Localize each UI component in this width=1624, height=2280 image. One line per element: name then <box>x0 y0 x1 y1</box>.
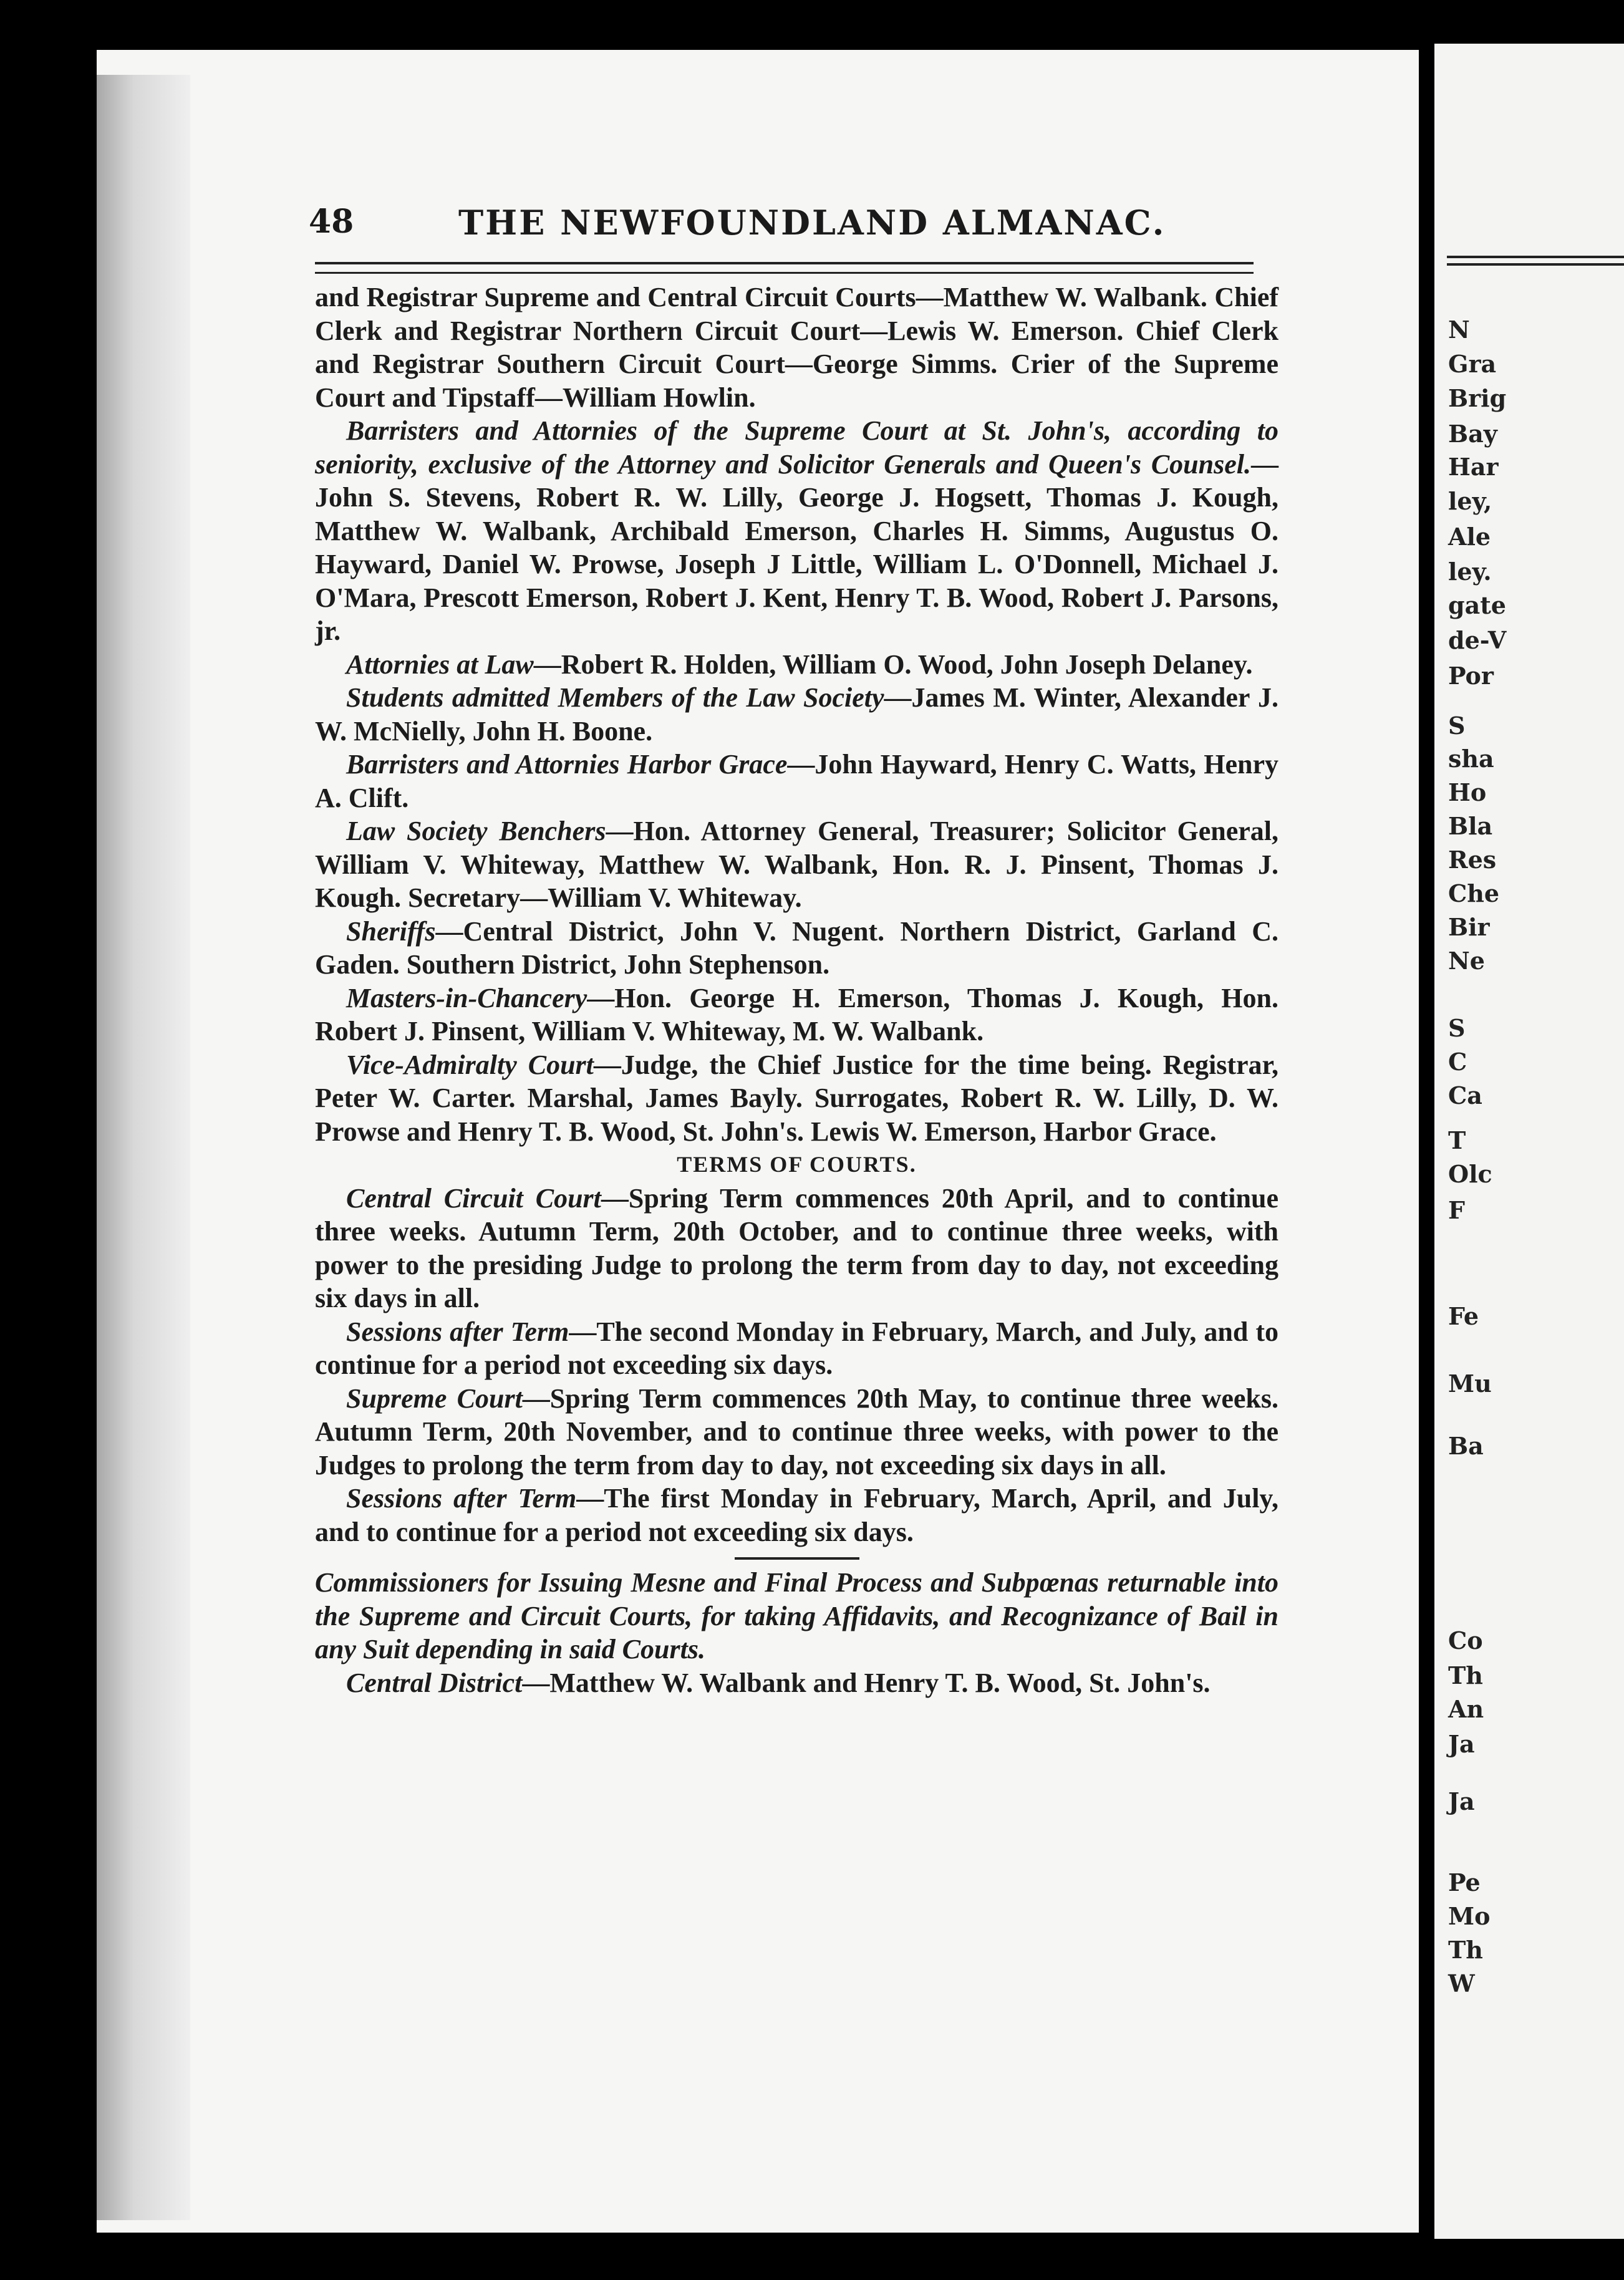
paragraph <box>315 681 1278 748</box>
right-page-fragment: Por <box>1448 662 1494 690</box>
right-page-fragment: An <box>1448 1695 1484 1723</box>
paragraph-text: and Registrar Supreme and Central Circuit Courts—Matthew W. Walbank. Chief Clerk and Registrar Northern Circuit Court—Lewis W. Emerson. Chief Clerk and Registrar Southern Circuit Court—George Simms. Crier of the Supreme Court and Tipstaff—William Howlin. <box>315 282 1278 413</box>
paragraph-text: —Robert R. Holden, William O. Wood, John Joseph Delaney. <box>533 649 1253 680</box>
right-page-fragment: gate <box>1448 591 1506 619</box>
paragraph-lead: Attornies at Law <box>346 649 534 680</box>
paragraph <box>315 648 1278 682</box>
paragraph <box>315 1048 1278 1149</box>
right-page-fragment: W <box>1448 1969 1475 1997</box>
right-page-fragment: Bay <box>1448 420 1497 448</box>
paragraph-lead: Central District <box>346 1667 523 1698</box>
right-page-rule <box>1447 256 1624 266</box>
paragraph-lead: Barristers and Attornies Harbor Grace <box>346 749 788 780</box>
terms-paragraph <box>315 1382 1278 1482</box>
right-page-fragment: Ca <box>1448 1081 1482 1109</box>
terms-paragraph <box>315 1315 1278 1382</box>
paragraph-lead: Masters-in-Chancery <box>346 982 587 1013</box>
right-page-fragment: Mo <box>1448 1902 1491 1930</box>
paragraph-text: —Spring Term commences 20th April, and to continue three weeks. Autumn Term, 20th October, and to continue three weeks, with power to the presiding Judge to prolong the term from day to day, not exceeding six days in all. <box>315 1182 1278 1313</box>
right-page <box>1434 44 1624 2239</box>
paragraph-lead: Barristers and Attornies of the Supreme Court at St. John's, according to seniority, exclusive of the Attorney and Solicitor Generals and Queen's Counsel. <box>315 415 1278 480</box>
right-page-fragment: C <box>1448 1048 1467 1076</box>
paragraph-text: —John S. Stevens, Robert R. W. Lilly, George J. Hogsett, Thomas J. Kough, Matthew W. Walbank, Archibald Emerson, Charles H. Simms, Augustus O. Hayward, Daniel W. Prowse, Joseph J Little, William L. O'Donnell, Michael J. O'Mara, Prescott Emerson, Robert J. Kent, Henry T. B. Wood, Robert J. Parsons, jr. <box>315 448 1278 646</box>
section-divider <box>735 1557 859 1560</box>
header-double-rule <box>315 262 1254 274</box>
paragraph-lead: Vice-Admiralty Court <box>346 1049 594 1080</box>
paragraph <box>315 414 1278 648</box>
right-page-fragment: ley. <box>1448 558 1492 586</box>
paragraph-text: —John Hayward, Henry C. Watts, Henry A. Clift. <box>315 749 1278 813</box>
right-page-fragment: Olc <box>1448 1160 1492 1188</box>
right-page-fragment: Ale <box>1448 523 1491 551</box>
paragraph <box>315 281 1278 414</box>
section-heading: TERMS OF COURTS. <box>677 1152 917 1177</box>
right-page-fragment: Gra <box>1448 350 1497 378</box>
paragraph-text: —The first Monday in February, March, April, and July, and to continue for a period not exceeding six days. <box>315 1483 1278 1547</box>
right-page-fragment: Pe <box>1448 1868 1481 1896</box>
terms-paragraph <box>315 1482 1278 1548</box>
page-body <box>315 281 1278 1699</box>
paragraph <box>315 915 1278 982</box>
paragraph-lead: Central Circuit Court <box>346 1182 601 1214</box>
right-page-fragment: Mu <box>1448 1369 1492 1398</box>
right-page-fragment: Ja <box>1448 1787 1475 1815</box>
paragraph-lead: Sessions after Term <box>346 1316 569 1347</box>
page-number: 48 <box>309 203 354 241</box>
right-page-fragment: N <box>1448 316 1470 344</box>
page-gutter-shadow <box>97 75 190 2220</box>
paragraph <box>315 814 1278 915</box>
paragraph-text: —James M. Winter, Alexander J. W. McNielly, John H. Boone. <box>315 682 1278 746</box>
right-page-fragment: Th <box>1448 1936 1483 1964</box>
paragraph-lead: Law Society Benchers <box>346 816 606 846</box>
right-page-fragment: Ne <box>1448 947 1485 975</box>
right-page-fragment: S <box>1448 1014 1466 1042</box>
right-page-fragment: Co <box>1448 1626 1483 1654</box>
right-page-fragment: Ho <box>1448 778 1487 806</box>
paragraph-text: —Central District, John V. Nugent. Northern District, Garland C. Gaden. Southern District, John Stephenson. <box>315 915 1278 980</box>
terms-paragraph <box>315 1182 1278 1315</box>
right-page-fragment: F <box>1448 1196 1465 1224</box>
page-header <box>309 203 1282 243</box>
paragraph <box>315 982 1278 1048</box>
paragraph-lead: Sessions after Term <box>346 1483 577 1514</box>
right-page-fragment: sha <box>1448 745 1494 773</box>
paragraph-lead: Supreme Court <box>346 1383 523 1414</box>
paragraph-lead: Sheriffs <box>346 915 436 947</box>
paragraph-text: —Matthew W. Walbank and Henry T. B. Wood, St. John's. <box>522 1667 1211 1698</box>
paragraph-text: —Judge, the Chief Justice for the time being. Registrar, Peter W. Carter. Marshal, James Bayly. Surrogates, Robert R. W. Lilly, D. W. Prowse and Henry T. B. Wood, St. John's. Lewis W. Emerson, Harbor Grace. <box>315 1049 1279 1147</box>
right-page-fragment: Bla <box>1448 812 1493 840</box>
right-page-fragment: Bir <box>1448 913 1490 941</box>
running-title: THE NEWFOUNDLAND ALMANAC. <box>458 203 1166 243</box>
right-page-fragment: S <box>1448 712 1466 740</box>
paragraph-text: —Spring Term commences 20th May, to continue three weeks. Autumn Term, 20th November, and to continue three weeks, with power to the Judges to prolong the term from day to day, not exceeding six days in all. <box>315 1383 1278 1481</box>
right-page-fragment: Res <box>1448 846 1497 874</box>
right-page-fragment: Fe <box>1448 1302 1479 1330</box>
commissioners-paragraph <box>315 1666 1278 1700</box>
right-page-fragment: T <box>1448 1126 1466 1154</box>
paragraph <box>315 748 1278 814</box>
paragraph-text: —Hon. George H. Emerson, Thomas J. Kough, Hon. Robert J. Pinsent, William V. Whiteway, M. W. Walbank. <box>315 982 1278 1046</box>
right-page-fragment: de-V <box>1448 626 1507 654</box>
right-page-fragment: Th <box>1448 1661 1483 1689</box>
right-page-fragment: Ba <box>1448 1432 1484 1460</box>
paragraph-text: —The second Monday in February, March, and July, and to continue for a period not exceeding six days. <box>315 1316 1278 1380</box>
paragraph-lead: Students admitted Members of the Law Society <box>346 682 884 713</box>
commissioners-heading: Commissioners for Issuing Mesne and Final Process and Subpœnas returnable into the Supreme and Circuit Courts, for taking Affidavits, and Recognizance of Bail in any Suit depending in said Courts. <box>315 1567 1278 1664</box>
right-page-fragment: Ja <box>1448 1730 1475 1758</box>
right-page-fragment: Brig <box>1448 384 1507 412</box>
paragraph-text: —Hon. Attorney General, Treasurer; Solicitor General, William V. Whiteway, Matthew W. Walbank, Hon. R. J. Pinsent, Thomas J. Kough. Secretary—William V. Whiteway. <box>315 816 1279 913</box>
right-page-fragment: ley, <box>1448 487 1492 515</box>
right-page-fragment: Har <box>1448 453 1499 481</box>
right-page-fragment: Che <box>1448 879 1500 907</box>
